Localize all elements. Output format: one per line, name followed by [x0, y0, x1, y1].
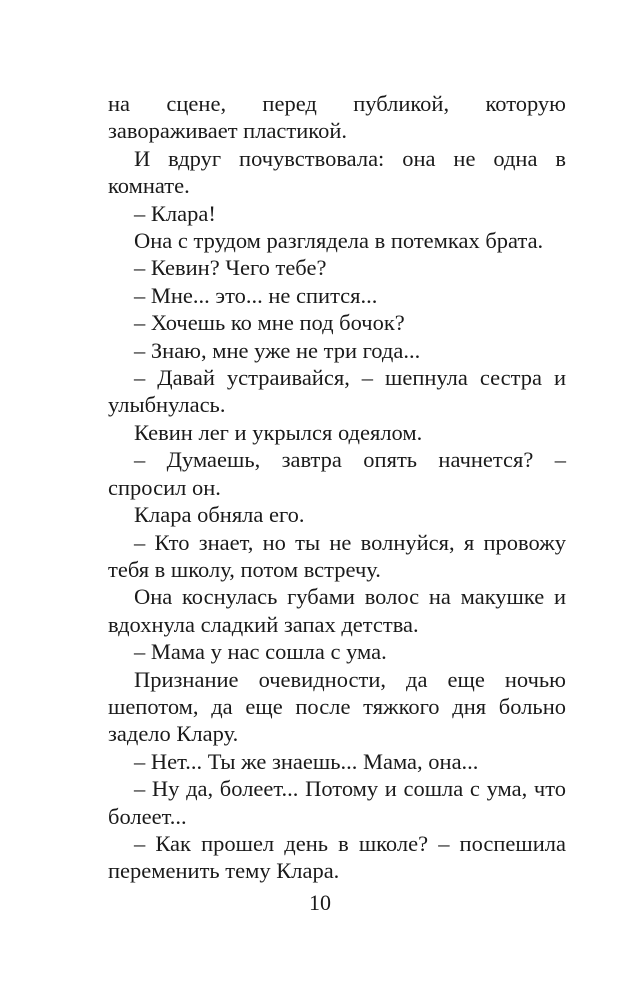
paragraph: Признание очевидности, да еще ночью шепотом, да еще после тяжкого дня больно задело Клару. [108, 666, 566, 747]
paragraph: – Думаешь, завтра опять начнется? – спросил он. [108, 447, 566, 500]
paragraph: – Нет... Ты же знаешь... Мама, она... [134, 748, 479, 774]
paragraph: – Как прошел день в школе? – поспешила переменить тему Клара. [108, 830, 566, 884]
paragraph: – Мне... это... не спится... [134, 282, 378, 308]
paragraph: – Хочешь ко мне под бочок? [134, 310, 405, 336]
paragraph: – Клара! [134, 200, 216, 226]
paragraph: И вдруг почувствовала: она не одна в комнате. [108, 145, 566, 199]
paragraph: Клара обняла его. [134, 502, 305, 528]
paragraph: на сцене, перед публикой, которую завораживает пластикой. [108, 91, 566, 144]
paragraph: Она коснулась губами волос на макушке и вдохнула сладкий запах детства. [108, 584, 566, 637]
paragraph: – Давай устраивайся, – шепнула сестра и улыбнулась. [108, 365, 566, 418]
paragraph: Кевин лег и укрылся одеялом. [134, 419, 423, 445]
paragraph: – Знаю, мне уже не три года... [134, 337, 421, 363]
paragraph: Она с трудом разглядела в потемках брата. [134, 228, 544, 254]
paragraph: – Кто знает, но ты не волнуйся, я провожу тебя в школу, потом встречу. [108, 529, 566, 582]
paragraph: – Мама у нас сошла с ума. [134, 639, 387, 665]
page-number: 10 [309, 890, 331, 915]
page-body-text [108, 90, 566, 885]
paragraph: – Ну да, болеет... Потому и сошла с ума, что болеет... [108, 776, 566, 829]
paragraph: – Кевин? Чего тебе? [134, 255, 327, 281]
